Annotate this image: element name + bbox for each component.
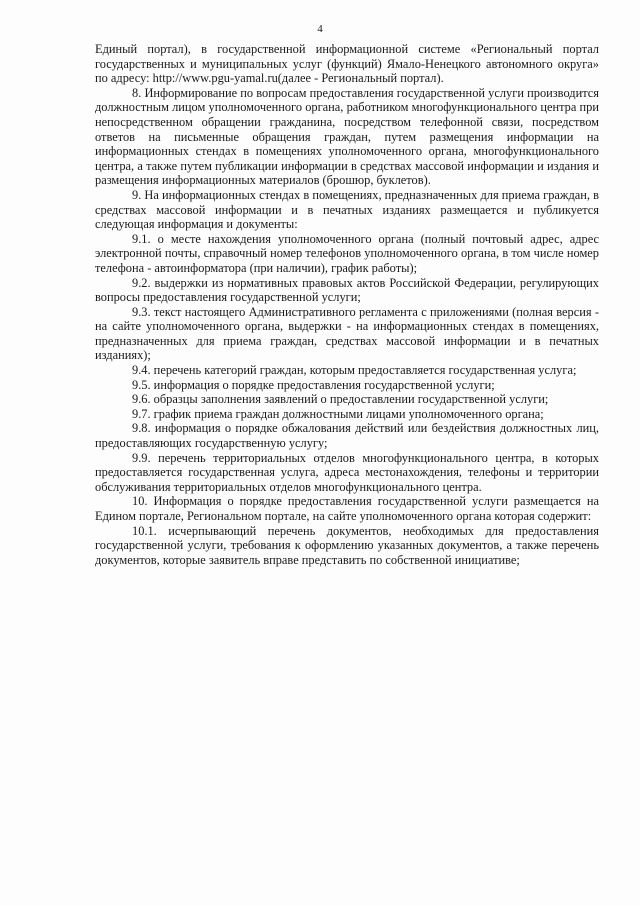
paragraph-10-1: 10.1. исчерпывающий перечень документов, необходимых для предоставления государственной услуги, требования к оформлению указанных документов, а также перечень документов, которые заявитель вправе представить по собственной инициативе; bbox=[95, 523, 599, 567]
paragraph-9-4: 9.4. перечень категорий граждан, которым предоставляется государственная услуга; bbox=[132, 363, 577, 378]
paragraph-9-7: 9.7. график приема граждан должностными лицами уполномоченного органа; bbox=[132, 406, 544, 421]
paragraph-9-3: 9.3. текст настоящего Административного регламента с приложениями (полная версия - на сайте уполномоченного органа, выдержки - на информационных стендах в помещениях, предназначенных для приема граждан, средствах массовой информации и в печатных изданиях); bbox=[95, 304, 599, 363]
paragraph-8: 8. Информирование по вопросам предоставления государственной услуги производится должностным лицом уполномоченного органа, работником многофункционального центра при непосредственном обращении гражданина, посредством телефонной связи, посредством ответов на письменные обращения граждан, путем размещения информации на информационных стендах в помещениях уполномоченного органа, многофункционального центра, а также путем публикации информации в средствах массовой информации и издания и размещения информационных материалов (брошюр, буклетов). bbox=[95, 85, 599, 188]
paragraph-9-2: 9.2. выдержки из нормативных правовых актов Российской Федерации, регулирующих вопросы предоставления государственной услуги; bbox=[95, 275, 599, 305]
document-body bbox=[95, 42, 599, 567]
paragraph-10: 10. Информация о порядке предоставления государственной услуги размещается на Едином портале, Региональном портале, на сайте уполномоченного органа которая содержит: bbox=[95, 494, 599, 523]
paragraph-9-5: 9.5. информация о порядке предоставления государственной услуги; bbox=[132, 377, 495, 392]
paragraph-9-8: 9.8. информация о порядке обжалования действий или бездействия должностных лиц, предоставляющих государственную услугу; bbox=[95, 421, 599, 451]
paragraph-9-1: 9.1. о месте нахождения уполномоченного органа (полный почтовый адрес, адрес электронной почты, справочный номер телефонов уполномоченного органа, в том числе номер телефона - автоинформатора (при наличии), график работы); bbox=[95, 231, 599, 275]
paragraph-9-6: 9.6. образцы заполнения заявлений о предоставлении государственной услуги; bbox=[132, 392, 549, 407]
paragraph-9: 9. На информационных стендах в помещениях, предназначенных для приема граждан, в средствах массовой информации и в печатных изданиях размещается и публикуется следующая информация и документы: bbox=[95, 187, 599, 232]
page-number: 4 bbox=[317, 23, 323, 35]
paragraph-portal-continuation: Единый портал), в государственной информационной системе «Региональный портал государственных и муниципальных услуг (функций) Ямало-Ненецкого автономного округа» по адресу: http://www.pgu-yamal.ru(далее - Региональный портал). bbox=[95, 42, 599, 86]
paragraph-9-9: 9.9. перечень территориальных отделов многофункционального центра, в которых предоставляется государственная услуга, адреса местонахождения, телефоны и территории обслуживания территориальных отделов многофункционального центра. bbox=[95, 450, 599, 494]
